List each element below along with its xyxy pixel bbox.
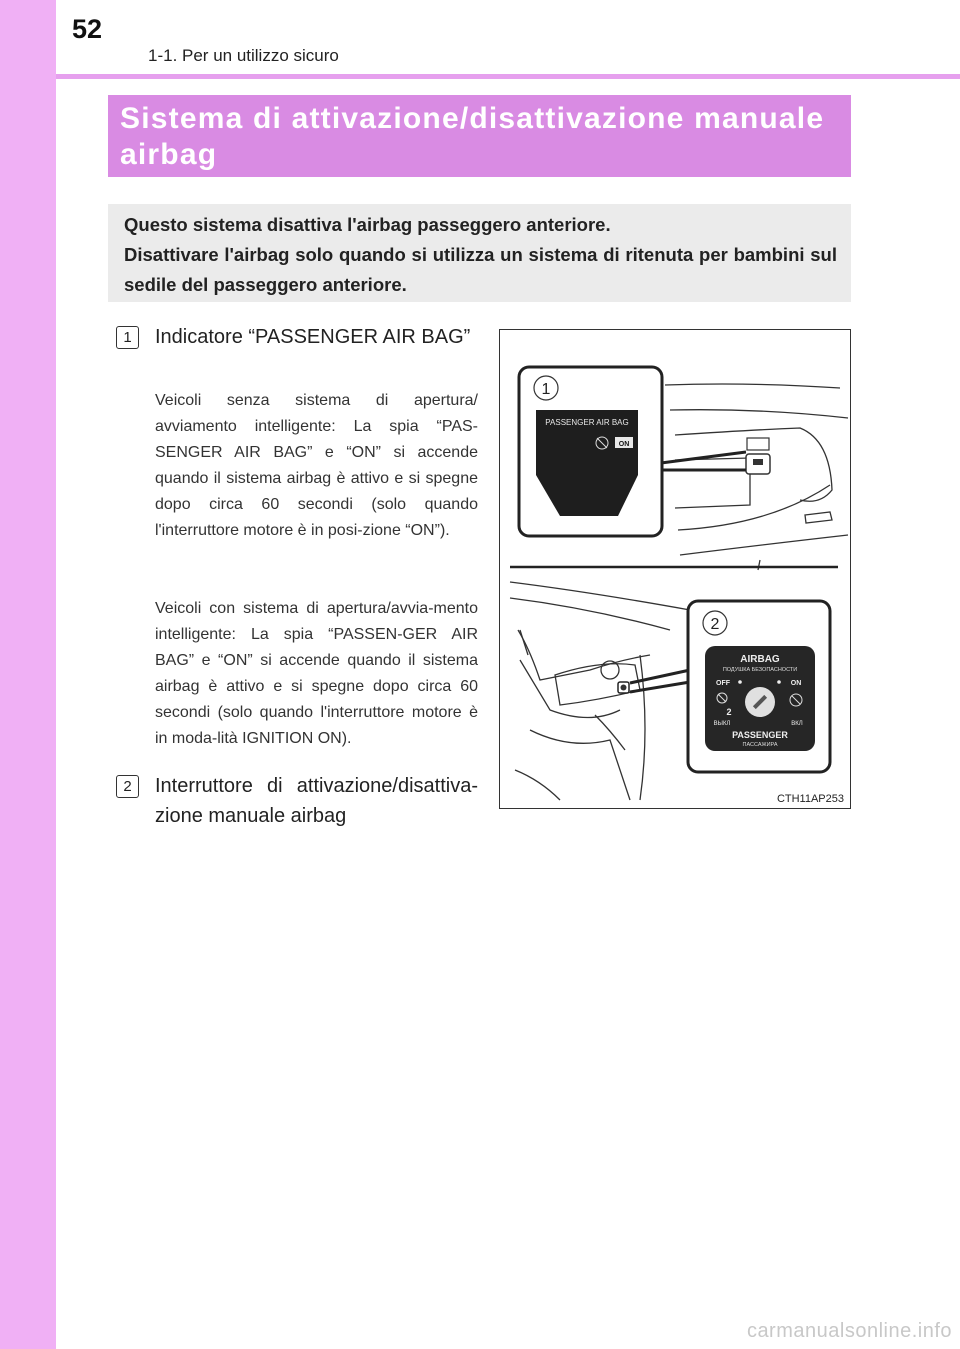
indicator-on-label: ON — [618, 441, 630, 448]
switch-on-ru-label: ВКЛ — [791, 721, 803, 727]
section-heading: 1-1. Per un utilizzo sicuro — [148, 46, 339, 65]
callout-2: 2 — [710, 616, 720, 633]
switch-passenger-ru-label: ПАССАЖИРА — [742, 742, 778, 748]
switch-on-label: ON — [790, 680, 802, 687]
intro-line-2: Disattivare l'airbag solo quando si utilizza un sistema di ritenuta per bambini sul sedile del passeggero anteriore. — [124, 244, 837, 295]
item-number-badge: 2 — [116, 775, 139, 798]
title-bar — [108, 95, 851, 177]
switch-airbag-ru-label: ПОДУШКА БЕЗОПАСНОСТИ — [722, 667, 798, 673]
item-description: Veicoli con sistema di apertura/avvia-mento intelligente: La spia “PASSEN-GER AIR BAG” e “ON” si accende quando il sistema airbag è attivo e si spegne dopo circa 60 secondi (solo quando l'interruttore motore è in moda-lità IGNITION ON). — [155, 600, 478, 747]
intro-box — [108, 204, 851, 302]
indicator-label: PASSENGER AIR BAG — [545, 418, 629, 427]
item-description: Veicoli senza sistema di apertura/ avviamento intelligente: La spia “PAS-SENGER AIR BAG” e “ON” si accende quando il sistema airbag è attivo e si spegne dopo circa 60 secondi (solo quando l'interruttore motore è in posi-zione “ON”). — [155, 392, 478, 539]
watermark: carmanualsonline.info — [746, 1320, 952, 1342]
page-title-line-2: airbag — [120, 138, 218, 171]
dashboard-drawing — [500, 330, 849, 807]
page-number: 52 — [72, 14, 103, 44]
item-heading: Indicatore “PASSENGER AIR BAG” — [155, 326, 471, 348]
switch-off-label: OFF — [716, 680, 730, 687]
intro-line-1: Questo sistema disattiva l'airbag passeggero anteriore. — [124, 214, 611, 235]
switch-passenger-label: PASSENGER — [732, 730, 788, 740]
side-strip — [0, 0, 56, 1349]
airbag-illustration — [499, 329, 851, 809]
item-number-badge: 1 — [116, 326, 139, 349]
switch-airbag-label: AIRBAG — [740, 654, 780, 665]
switch-off-ru-label: ВЫКЛ — [713, 721, 731, 727]
callout-1: 1 — [541, 381, 551, 398]
switch-number-label: 2 — [726, 707, 732, 717]
page-title-line-1: Sistema di attivazione/disattivazione manuale — [120, 102, 825, 135]
header-rule — [56, 74, 960, 79]
item-heading: Interruttore di attivazione/disattiva-zione manuale airbag — [155, 775, 478, 827]
figure-caption: CTH11AP253 — [776, 793, 844, 805]
